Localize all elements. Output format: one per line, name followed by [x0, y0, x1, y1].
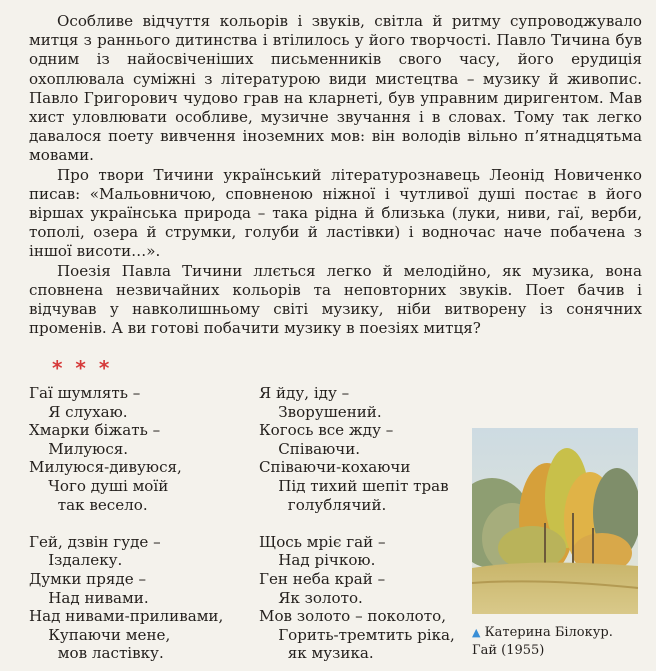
- poem-line: Над річкою.: [259, 551, 376, 570]
- poem-line: голублячий.: [259, 495, 387, 514]
- poem-line: Гаї шумлять –: [29, 384, 141, 402]
- poem-line: Я йду, іду –: [259, 384, 350, 402]
- poem-line: так весело.: [29, 495, 148, 514]
- stanza: [29, 533, 223, 663]
- poem-line: Горить-тремтить ріка,: [259, 625, 455, 644]
- poem-line: Хмарки біжать –: [29, 421, 161, 440]
- paragraph-2: Про твори Тичини український літературознавець Леонід Новиченко писав: «Мальовничою, сповненою ніжної і чутливої душі постає в його віршах українська природа – така рідна й близька (луки, ниви, гаї, верби, тополі, озера й струмки, голуби й ластівки) і водночас наче побачена з іншої висоти…».: [29, 165, 642, 261]
- poem-line: Ген неба край –: [259, 569, 386, 588]
- triangle-marker-icon: ▲: [472, 626, 481, 639]
- poem-line: Я слухаю.: [29, 402, 128, 421]
- section-stars: * * *: [52, 356, 113, 380]
- poem-line: Когось все жду –: [259, 421, 394, 440]
- painting-caption: [472, 624, 652, 660]
- paragraph-3: Поезія Павла Тичини ллється легко й мелодійно, як музика, вона сповнена незвичайних кольорів та неповторних звуків. Поет бачив і відчував у навколишньому світі музику, ніби витворену із сонячних променів. А ви готові побачити музику в поезіях митця?: [29, 261, 642, 338]
- poem-line: Думки пряде –: [29, 569, 146, 588]
- poem-line: Співаючи.: [259, 439, 361, 458]
- poem-line: Співаючи-кохаючи: [259, 458, 411, 477]
- poem-line: як музика.: [259, 644, 374, 663]
- painting-image: [472, 428, 638, 614]
- poem-line: Щось мріє гай –: [259, 532, 386, 551]
- poem-line: Купаючи мене,: [29, 625, 171, 644]
- poem-line: Гей, дзвін гуде –: [29, 532, 161, 551]
- stanza: [29, 384, 223, 514]
- paragraph-1: Особливе відчуття кольорів і звуків, світла й ритму супроводжувало митця з раннього дитинства і втілилось у його творчості. Павло Тичина був одним із найосвіченіших письменників свого часу, його ерудиція охоплювала суміжні з літературою види мистецтва – музику й живопис. Павло Григорович чудово грав на кларнеті, був управним диригентом. Мав хист уловлювати особливе, музичне звучання і в словах. Тому так легко давалося поету вивчення іноземних мов: він володів вільно п’ятнадцятьма мовами.: [29, 12, 642, 165]
- poem-line: Як золото.: [259, 588, 363, 607]
- poem-line: Зворушений.: [259, 402, 382, 421]
- stanza: [259, 533, 455, 663]
- poem-line: Іздалеку.: [29, 551, 123, 570]
- poem-line: Мов золото – поколото,: [259, 607, 446, 626]
- poem-column-right: [259, 384, 455, 663]
- poem-line: Під тихий шепіт трав: [259, 476, 449, 495]
- caption-author: Катерина Білокур.: [484, 625, 613, 640]
- poem-line: Милуюся-дивуюся,: [29, 458, 182, 477]
- poem-line: Чого душі моїй: [29, 476, 169, 495]
- stanza: [259, 384, 455, 514]
- article-text: [29, 12, 642, 338]
- poem-column-left: [29, 384, 223, 663]
- caption-title: Гай (1955): [472, 643, 545, 658]
- poem-line: Над нивами-приливами,: [29, 607, 224, 626]
- poem-line: мов ластівку.: [29, 644, 164, 663]
- poem-line: Над нивами.: [29, 588, 149, 607]
- poem-line: Милуюся.: [29, 439, 129, 458]
